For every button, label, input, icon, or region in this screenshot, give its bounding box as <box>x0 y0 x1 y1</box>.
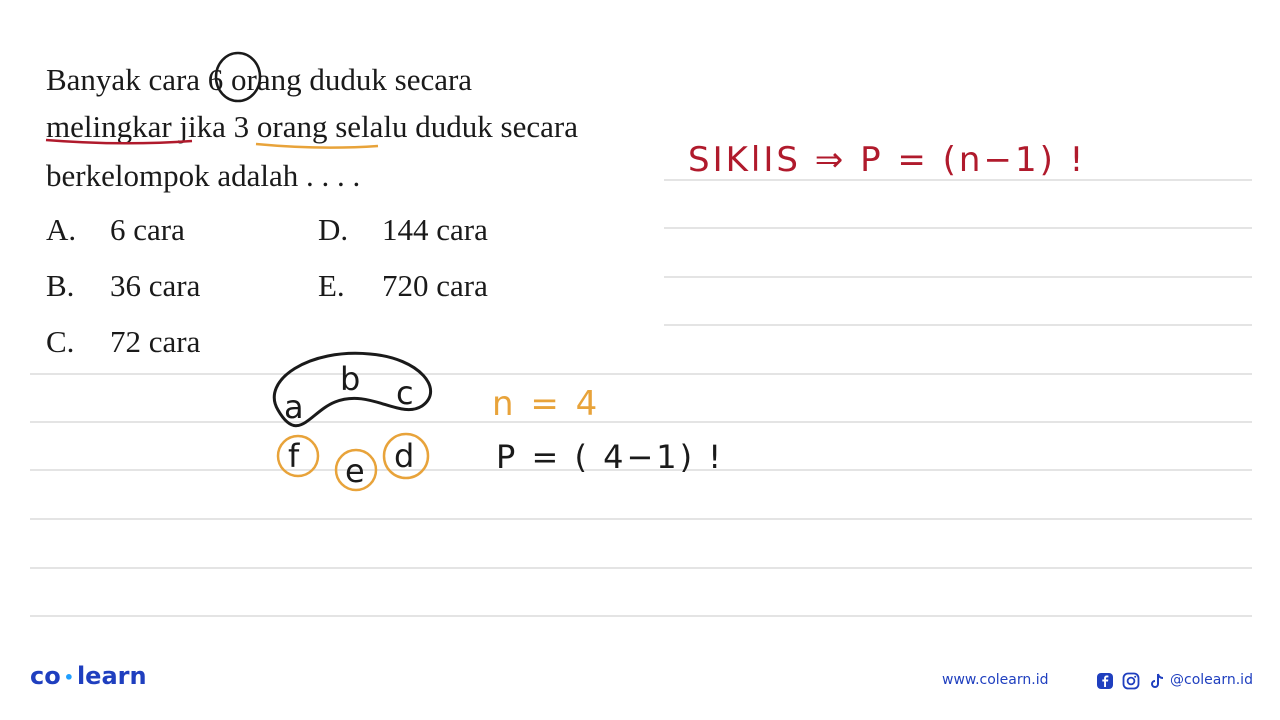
group-letter-b: b <box>340 360 364 398</box>
colearn-logo[interactable] <box>30 662 147 690</box>
single-letter-d: d <box>394 437 418 475</box>
logo-right: learn <box>76 662 147 690</box>
logo-dot: • <box>63 667 74 687</box>
instagram-icon[interactable] <box>1122 672 1140 690</box>
facebook-icon[interactable] <box>1096 672 1114 690</box>
option-letter: D. <box>318 212 349 247</box>
group-letter-a: a <box>284 388 307 426</box>
single-letter-f: f <box>288 437 303 475</box>
option-text: 72 cara <box>110 324 201 359</box>
option-letter: A. <box>46 212 77 247</box>
option-d[interactable] <box>318 212 488 248</box>
option-text: 36 cara <box>110 268 201 303</box>
website-link[interactable]: www.colearn.id <box>942 672 1049 688</box>
formula-siklis: SIKlIS ⇒ P = (n−1) ! <box>688 140 1087 180</box>
option-c[interactable] <box>46 324 200 360</box>
tiktok-icon[interactable] <box>1148 672 1166 690</box>
option-b[interactable] <box>46 268 200 304</box>
question-line-1: Banyak cara 6 orang duduk secara <box>46 62 473 97</box>
logo-left: co <box>30 662 61 690</box>
option-text: 6 cara <box>110 212 185 247</box>
n-value: n = 4 <box>492 384 601 424</box>
option-letter: B. <box>46 268 75 303</box>
question-line-2: melingkar jika 3 orang selalu duduk secara <box>46 109 578 144</box>
p-value: P = ( 4−1) ! <box>496 438 725 476</box>
option-text: 720 cara <box>382 268 488 303</box>
single-letter-e: e <box>345 452 368 490</box>
option-e[interactable] <box>318 268 488 304</box>
option-letter: E. <box>318 268 345 303</box>
option-a[interactable] <box>46 212 185 248</box>
option-letter: C. <box>46 324 75 359</box>
question-line-3: berkelompok adalah . . . . <box>46 158 361 193</box>
option-text: 144 cara <box>382 212 488 247</box>
group-letter-c: c <box>396 374 417 412</box>
social-handle[interactable]: @colearn.id <box>1170 672 1253 688</box>
